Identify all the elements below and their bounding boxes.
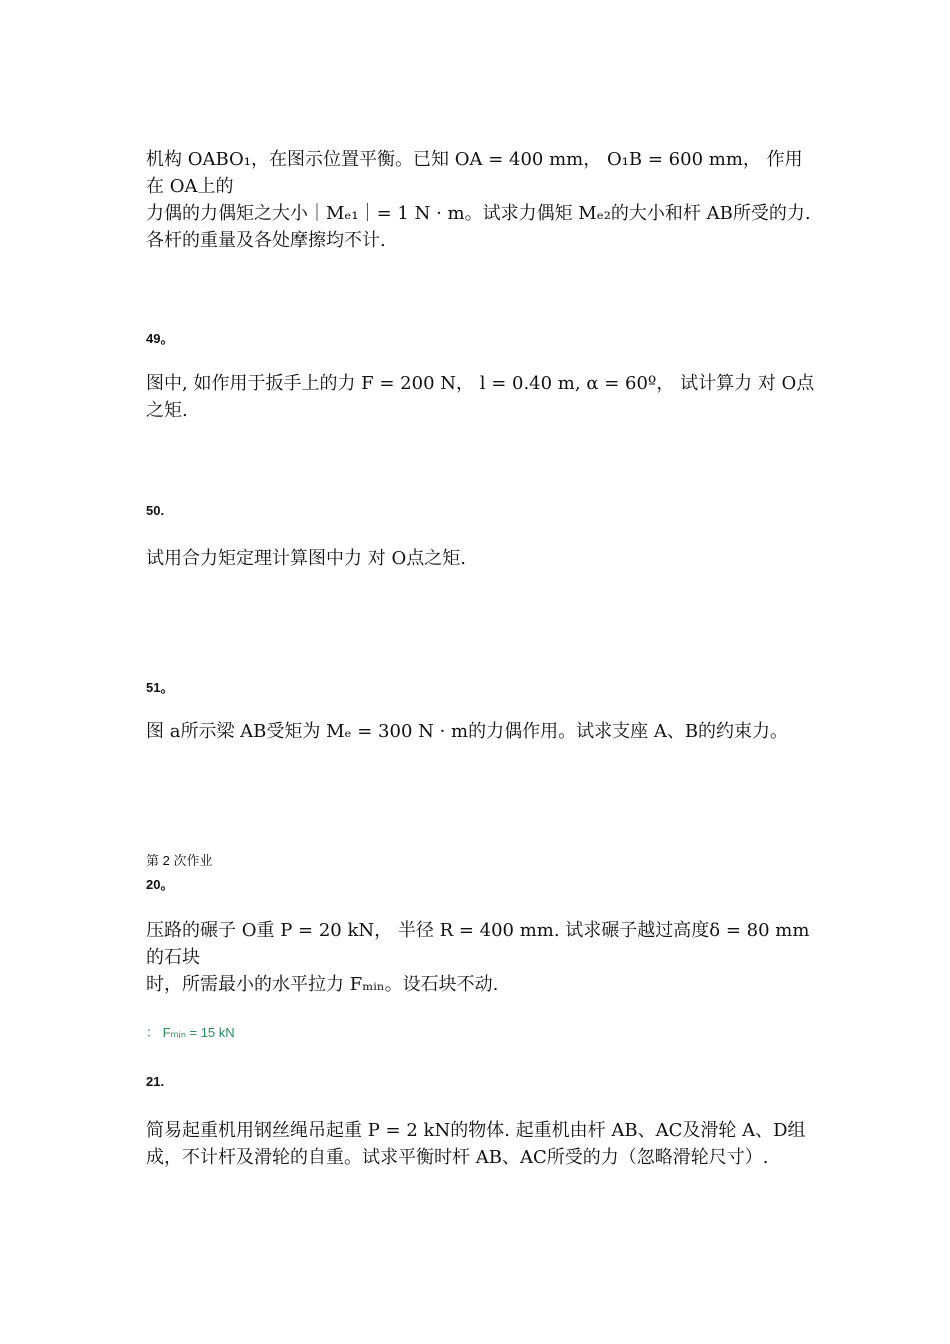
problem-number-49: 49。	[146, 331, 174, 346]
text-line: 时，所需最小的水平拉力 Fₘᵢₙ。设石块不动.	[146, 974, 499, 995]
problem-number-21: 21.	[146, 1074, 165, 1089]
problem-number-50: 50.	[146, 503, 165, 518]
problem-20-text	[146, 917, 816, 998]
text-line: 成，不计杆及滑轮的自重。试求平衡时杆 AB、AC所受的力（忽略滑轮尺寸）.	[146, 1147, 769, 1168]
problem-51-text	[146, 718, 816, 745]
text-line: 各杆的重量及各处摩擦均不计.	[146, 230, 386, 251]
text-line: 试用合力矩定理计算图中力 对 O点之矩.	[146, 548, 466, 569]
problem-48-text	[146, 146, 816, 254]
problem-49-text	[146, 370, 816, 424]
text-line: 简易起重机用钢丝绳吊起重 P = 2 kN的物体. 起重机由杆 AB、AC及滑轮 A、D组	[146, 1120, 806, 1141]
problem-number-51: 51。	[146, 680, 174, 695]
section-heading: 第 2 次作业	[146, 853, 213, 868]
problem-50-text	[146, 545, 816, 572]
text-line: 图 a所示梁 AB受矩为 Mₑ = 300 N · m的力偶作用。试求支座 A、B的约束力。	[146, 721, 789, 742]
problem-21-text	[146, 1117, 816, 1171]
text-line: 机构 OABO₁，在图示位置平衡。已知 OA = 400 mm， O₁B = 600 mm， 作用在 OA上的	[146, 149, 803, 197]
answer-text: ： Fₘᵢₙ = 15 kN	[146, 1025, 235, 1040]
text-line: 压路的碾子 O重 P = 20 kN， 半径 R = 400 mm. 试求碾子越过高度δ = 80 mm的石块	[146, 920, 810, 968]
text-line: 图中, 如作用于扳手上的力 F = 200 N， l = 0.40 m, α = 60º， 试计算力 对 O点之矩.	[146, 373, 815, 421]
problem-number-20: 20。	[146, 877, 174, 892]
text-line: 力偶的力偶矩之大小｜Mₑ₁｜= 1 N · m。试求力偶矩 Mₑ₂的大小和杆 AB所受的力.	[146, 203, 811, 224]
